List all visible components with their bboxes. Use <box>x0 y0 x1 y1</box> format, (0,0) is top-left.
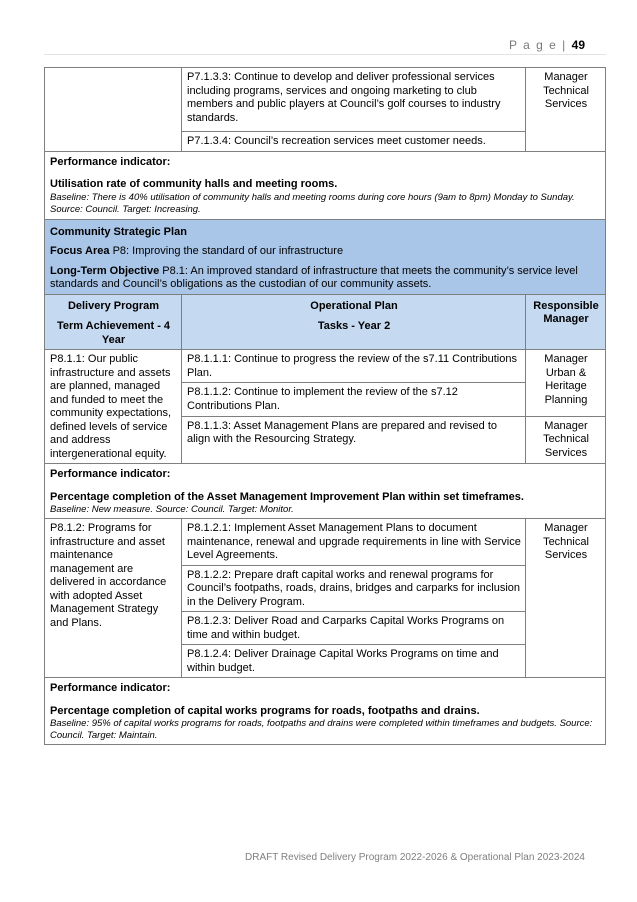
focus-area-text: P8: Improving the standard of our infrastructure <box>109 245 344 257</box>
lto-label: Long-Term Objective <box>50 264 160 277</box>
achievement-cell: P8.1.1: Our public infrastructure and assets are planned, managed and funded to meet the community expectations, defined levels of service and address intergenerational equity. <box>45 350 182 464</box>
performance-indicator-row <box>45 464 606 519</box>
manager-cell: Manager Technical Services <box>526 519 606 678</box>
performance-indicator-measure: Percentage completion of the Asset Management Improvement Plan within set timeframes. <box>50 490 524 503</box>
table-row <box>45 350 606 383</box>
task-cell: P7.1.3.3: Continue to develop and deliver professional services including programs, services and ongoing marketing to club members and public players at Council’s golf courses to industry standards. <box>182 68 526 132</box>
performance-indicator-baseline: Baseline: There is 40% utilisation of community halls and meeting rooms during core hours (9am to 8pm) Monday to Sunday. Source: Council. Target: Increasing. <box>50 191 575 215</box>
community-strategic-plan-row <box>45 219 606 294</box>
achievement-cell: P8.1.2: Programs for infrastructure and asset maintenance management are delivered in accordance with adopted Asset Management Strategy and Plans. <box>45 519 182 678</box>
task-cell: P7.1.3.4: Council’s recreation services meet customer needs. <box>182 132 526 152</box>
performance-indicator-measure: Utilisation rate of community halls and meeting rooms. <box>50 178 338 190</box>
page-label: P a g e <box>509 38 558 52</box>
task-cell: P8.1.2.2: Prepare draft capital works and renewal programs for Council’s footpaths, roads, drains, bridges and carparks for inclusion in the Delivery Program. <box>182 565 526 612</box>
focus-area-label: Focus Area <box>50 245 110 257</box>
header-tasks-year: Tasks - Year 2 <box>317 320 391 332</box>
table-row <box>45 68 606 132</box>
header-term-achievement: Term Achievement - 4 Year <box>56 320 171 346</box>
empty-cell <box>45 68 182 152</box>
manager-cell: Manager Urban & Heritage Planning <box>526 350 606 417</box>
performance-indicator-title: Performance indicator: <box>50 155 171 168</box>
task-cell: P8.1.2.4: Deliver Drainage Capital Works Programs on time and within budget. <box>182 645 526 678</box>
header-rule <box>44 54 606 55</box>
performance-indicator-row <box>45 678 606 745</box>
header-operational-plan: Operational Plan <box>310 299 398 312</box>
header-responsible-manager: Responsible Manager <box>526 294 606 350</box>
long-term-objective <box>50 265 601 292</box>
page-separator: | <box>557 38 572 52</box>
focus-area <box>50 245 601 259</box>
delivery-program-table <box>44 67 606 745</box>
page-number <box>509 38 585 52</box>
manager-cell: Manager Technical Services <box>526 68 606 152</box>
page-number-value: 49 <box>571 38 585 52</box>
table-row <box>45 519 606 566</box>
performance-indicator-title: Performance indicator: <box>50 468 171 480</box>
csp-heading: Community Strategic Plan <box>50 225 187 238</box>
manager-cell: Manager Technical Services <box>526 416 606 463</box>
task-cell: P8.1.1.2: Continue to implement the review of the s7.12 Contributions Plan. <box>182 383 526 416</box>
performance-indicator-measure: Percentage completion of capital works programs for roads, footpaths and drains. <box>50 704 480 717</box>
page-footer: DRAFT Revised Delivery Program 2022-2026 & Operational Plan 2023-2024 <box>245 852 585 863</box>
column-header-row <box>45 294 606 350</box>
performance-indicator-row <box>45 151 606 219</box>
performance-indicator-title: Performance indicator: <box>50 682 171 694</box>
task-cell: P8.1.1.1: Continue to progress the review of the s7.11 Contributions Plan. <box>182 350 526 383</box>
lto-text: P8.1: An improved standard of infrastructure that meets the community’s service level standards and Council’s obligations as the custodian of our community assets. <box>50 264 578 290</box>
task-cell: P8.1.2.3: Deliver Road and Carparks Capital Works Programs on time and within budget. <box>182 612 526 645</box>
header-delivery-program: Delivery Program <box>67 299 160 312</box>
performance-indicator-baseline: Baseline: 95% of capital works programs for roads, footpaths and drains were completed within timeframes and budgets. Source: Council. Target: Maintain. <box>50 718 593 741</box>
performance-indicator-baseline: Baseline: New measure. Source: Council. Target: Monitor. <box>50 504 294 515</box>
task-cell: P8.1.1.3: Asset Management Plans are prepared and revised to align with the Resourcing Strategy. <box>182 416 526 463</box>
task-cell: P8.1.2.1: Implement Asset Management Plans to document maintenance, renewal and upgrade requirements in line with Service Level Agreements. <box>182 519 526 566</box>
